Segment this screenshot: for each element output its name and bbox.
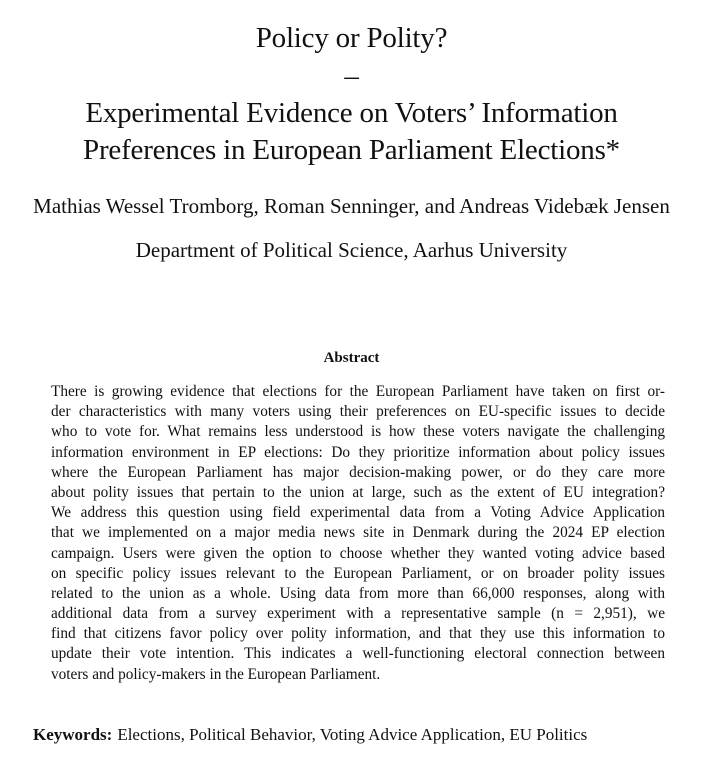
abstract-line: There is growing evidence that elections for the European Parliament have taken on first or- — [51, 383, 665, 400]
abstract-line: on specific policy issues relevant to the European Parliament, or on broader polity issues — [51, 564, 665, 582]
abstract-line: voters and policy-makers in the European Parliament. — [51, 665, 381, 683]
abstract-line: We address this question using field experimental data from a Voting Advice Application — [51, 504, 665, 522]
keywords-label: Keywords: — [33, 725, 113, 744]
abstract-heading: Abstract — [323, 350, 380, 366]
title-line-2: Experimental Evidence on Voters’ Information — [85, 97, 618, 129]
abstract-line: der characteristics with many voters using their preferences on EU-specific issues to decide — [51, 403, 665, 421]
abstract-line: information environment in EP elections: Do they prioritize information about policy issues — [51, 443, 665, 461]
authors: Mathias Wessel Tromborg, Roman Senninger, and Andreas Videbæk Jensen — [33, 194, 670, 218]
abstract-line: who to vote for. What remains less understood is how these voters navigate the challenging — [51, 423, 665, 441]
abstract-line: campaign. Users were given the option to choose whether they wanted voting advice based — [51, 544, 665, 562]
title-line-1: Policy or Polity? — [255, 22, 448, 54]
abstract-line: related to the union as a whole. Using data from more than 66,000 responses, along with — [51, 584, 665, 602]
affiliation: Department of Political Science, Aarhus University — [135, 238, 568, 262]
abstract-line: where the European Parliament has major decision-making power, or do they care more — [51, 463, 665, 481]
abstract-line: find that citizens favor policy over polity information, and that they use this information to — [51, 625, 665, 643]
abstract-body — [51, 382, 665, 685]
abstract-line: update their vote intention. This indicates a well-functioning electoral connection between — [51, 645, 665, 663]
title-line-3: Preferences in European Parliament Elections* — [83, 134, 620, 166]
abstract-line: additional data from a survey experiment with a representative sample (n = 2,951), we — [51, 605, 665, 623]
title-dash: – — [344, 60, 359, 92]
abstract-line: that we implemented on a major media news site in Denmark during the 2024 EP election — [51, 524, 665, 542]
keywords — [33, 725, 587, 745]
abstract-line: about polity issues that pertain to the union at large, such as the extent of EU integration? — [51, 483, 665, 501]
keywords-value: Elections, Political Behavior, Voting Advice Application, EU Politics — [117, 725, 588, 744]
